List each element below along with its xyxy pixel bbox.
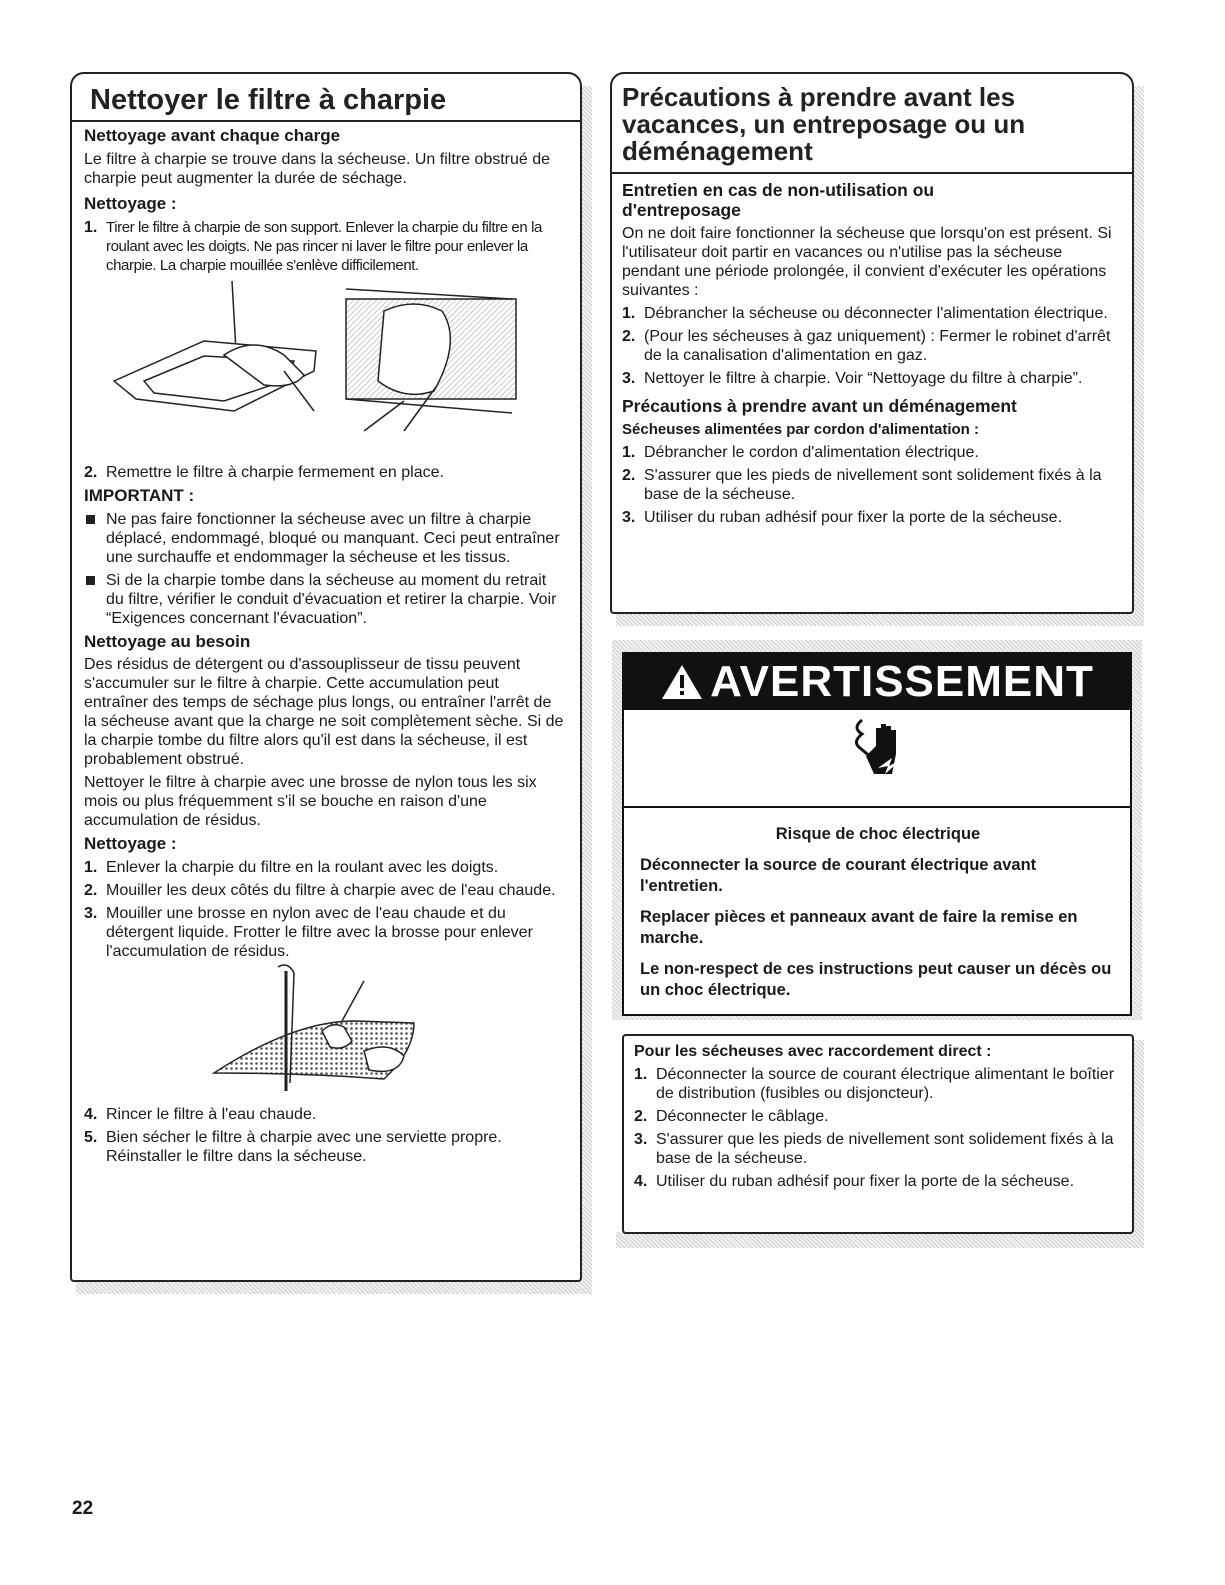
cord-steps [622,443,1122,527]
filter-removal-illustration [84,281,564,459]
lint-filter-panel [70,72,582,1282]
steps-list [84,218,564,275]
list-item: 3. Nettoyer le filtre à charpie. Voir “Nettoyage du filtre à charpie”. [622,370,1083,387]
nettoyage-label: Nettoyage : [84,834,177,853]
warning-line: Déconnecter la source de courant électrique avant l'entretien. [640,856,1037,895]
direct-wire-content [634,1042,1124,1191]
moving-heading: Précautions à prendre avant un déménagement [622,396,1017,416]
list-item: 2. Remettre le filtre à charpie fermement en place. [84,464,444,481]
warning-box [622,652,1132,1016]
list-item: Si de la charpie tombe dans la sécheuse au moment du retrait du filtre, vérifier le conduit d'évacuation et retirer la charpie. Voir “Exigences concernant l'évacuation”. [84,571,564,628]
page-number: 22 [72,1498,94,1519]
lint-filter-brush-drawing [84,961,564,1101]
list-item: 5. Bien sécher le filtre à charpie avec une serviette propre. Réinstaller le filtre dans la sécheuse. [84,1129,502,1165]
panel-title: Nettoyer le filtre à charpie [90,84,447,116]
list-item: 4. Rincer le filtre à l'eau chaude. [84,1106,317,1123]
storage-steps [622,304,1122,388]
title-rule [612,172,1132,174]
storage-heading: Entretien en cas de non-utilisation ou d'entreposage [622,180,935,220]
risk-title: Risque de choc électrique [775,825,981,843]
bullet-icon [86,576,95,585]
lint-filter-pull-drawing [84,281,564,459]
steps-list [84,463,564,482]
list-item: 3. Mouiller une brosse en nylon avec de l'eau chaude et du détergent liquide. Frotter le filtre avec la brosse pour enlever l'accumulation de résidus. [84,905,533,960]
list-item: 3. S'assurer que les pieds de nivellement sont solidement fixés à la base de la sécheuse. [634,1131,1114,1167]
list-item: 3. Utiliser du ruban adhésif pour fixer la porte de la sécheuse. [622,509,1063,526]
panel-title: Précautions à prendre avant les vacances, un entreposage ou un déménagement [622,82,1026,166]
section-text: Des résidus de détergent ou d'assouplisseur de tissu peuvent s'accumuler sur le filtre à charpie. Cette accumulation peut entraîner des temps de séchage plus longs, ou entraîner l'arrêt de la sécheuse avant que la charge ne soit complètement sèche. Si de la charpie tombe du filtre alors qu'il est dans la sécheuse, il est probablement obstrué. [84,656,564,768]
warning-body [640,824,1116,1001]
title-rule [72,120,580,122]
bullet-icon [86,515,95,524]
nettoyage-label: Nettoyage : [84,194,177,213]
shock-icon-area [624,710,1130,808]
direct-heading: Pour les sécheuses avec raccordement direct : [634,1043,992,1060]
list-item: 1. Enlever la charpie du filtre en la roulant avec les doigts. [84,859,499,876]
important-list [84,510,564,628]
warning-triangle-icon [660,662,704,702]
section-text: Nettoyer le filtre à charpie avec une brosse de nylon tous les six mois ou plus fréquemment s'il se bouche en raison d'une accumulation de résidus. [84,774,537,829]
list-item: 1. Tirer le filtre à charpie de son support. Enlever la charpie du filtre en la roulant avec les doigts. Ne pas rincer ni laver le filtre pour enlever la charpie. La charpie mouillée s'enlève difficilement. [84,219,542,274]
warning-header-text: AVERTISSEMENT [710,657,1094,706]
cord-heading: Sécheuses alimentées par cordon d'alimentation : [622,421,980,438]
storage-text: On ne doit faire fonctionner la sécheuse que lorsqu'on est présent. Si l'utilisateur doit partir en vacances ou n'utilise pas la sécheuse pendant une période prolongée, il convient d'exécuter les opérations suivantes : [622,225,1112,299]
warning-line: Le non-respect de ces instructions peut causer un décès ou un choc électrique. [640,960,1112,999]
precautions-content [622,180,1122,527]
list-item: 2. Mouiller les deux côtés du filtre à charpie avec de l'eau chaude. [84,882,556,899]
filter-brush-illustration [84,961,564,1101]
steps-list [84,1105,564,1166]
direct-panel-shadow [616,1232,1144,1248]
important-label: IMPORTANT : [84,486,195,505]
precautions-panel [610,72,1134,614]
left-panel-shadow [76,1280,592,1294]
direct-steps [634,1065,1124,1191]
lint-filter-content [84,126,564,1166]
steps-list [84,858,564,961]
section-heading: Nettoyage avant chaque charge [84,126,341,145]
list-item: 2. (Pour les sécheuses à gaz uniquement) : Fermer le robinet d'arrêt de la canalisation d'alimentation en gaz. [622,328,1111,364]
electric-shock-hand-icon [844,714,924,804]
list-item: 1. Déconnecter la source de courant électrique alimentant le boîtier de distribution (fusibles ou disjoncteur). [634,1066,1115,1102]
list-item: 1. Débrancher le cordon d'alimentation électrique. [622,444,979,461]
section-text: Le filtre à charpie se trouve dans la sécheuse. Un filtre obstrué de charpie peut augmenter la durée de séchage. [84,151,551,187]
list-item: 4. Utiliser du ruban adhésif pour fixer la porte de la sécheuse. [634,1173,1075,1190]
list-item: 1. Débrancher la sécheuse ou déconnecter l'alimentation électrique. [622,305,1108,322]
list-item: Ne pas faire fonctionner la sécheuse avec un filtre à charpie déplacé, endommagé, bloqué ou manquant. Ceci peut entraîner une surchauffe et endommager la sécheuse et les tissus. [84,510,564,567]
warning-line: Replacer pièces et panneaux avant de faire la remise en marche. [640,908,1078,947]
section-heading: Nettoyage au besoin [84,632,251,651]
list-item: 2. Déconnecter le câblage. [634,1108,829,1125]
list-item: 2. S'assurer que les pieds de nivellement sont solidement fixés à la base de la sécheuse. [622,467,1102,503]
warning-header [624,654,1130,710]
direct-wire-panel [622,1034,1134,1234]
right-panel-shadow [616,612,1144,626]
